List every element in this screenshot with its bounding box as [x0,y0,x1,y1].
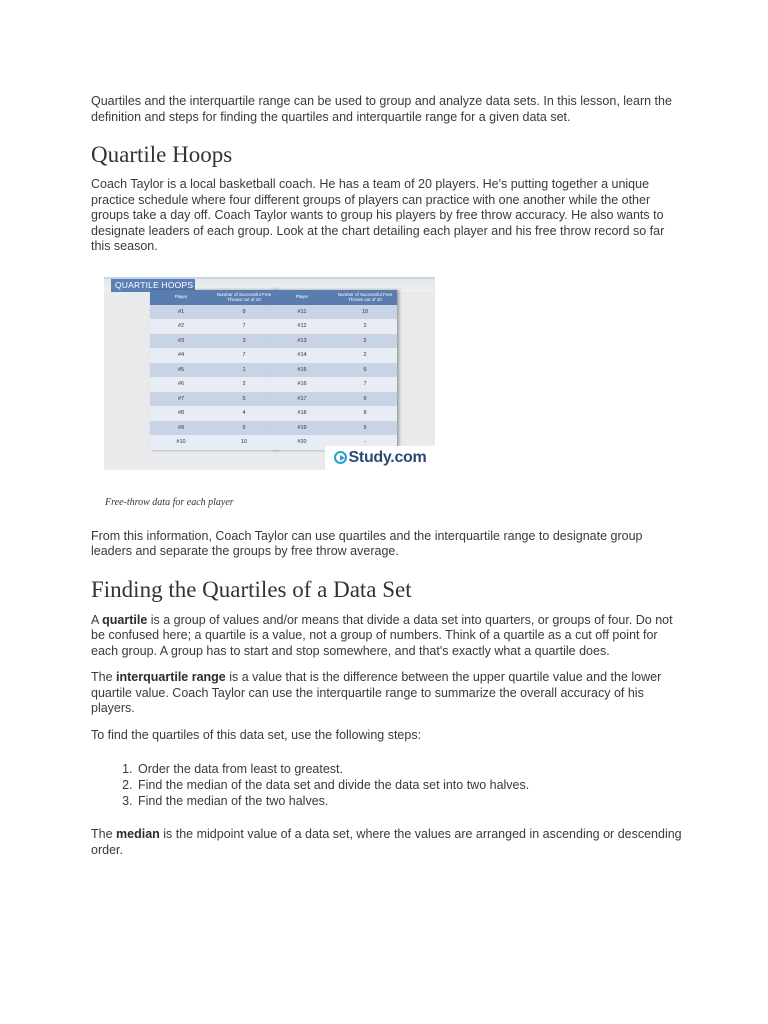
throws-cell: 6 [333,363,397,378]
term-median: median [116,827,160,841]
table-row [271,363,397,378]
throws-cell: 1 [212,363,276,378]
throws-cell: 7 [212,319,276,334]
text-run: The [91,827,117,841]
text-run: is the midpoint value of a data set, where the values are arranged in ascending or descending order. [91,827,682,857]
text-run: is a group of values and/or means that divide a data set into quarters, or groups of four. Do not be confused here; a quartile is a value, not a group of numbers. Think of a quartile as a cut off point for each group. A group has to start and stop somewhere, and that's exactly what a quartile does. [91,612,673,658]
after-figure-paragraph: From this information, Coach Taylor can use quartiles and the interquartile range to designate group leaders and separate the groups by free throw average. [91,528,643,558]
median-definition-paragraph [91,827,685,858]
column-header-player: Player [150,290,212,305]
table-row [271,334,397,349]
free-throw-table-figure [104,277,435,470]
player-cell: #19 [271,421,333,436]
throws-cell: - [333,435,397,450]
article [91,94,685,858]
list-item: 1. Order the data from least to greatest. [136,761,685,777]
free-throw-table-right [271,290,397,450]
player-cell: #10 [150,435,212,450]
throws-cell: 5 [212,421,276,436]
iqr-definition-paragraph [91,670,685,717]
table-row [150,406,276,421]
throws-cell: 7 [333,377,397,392]
player-cell: #12 [271,319,333,334]
coach-paragraph: Coach Taylor is a local basketball coach. He has a team of 20 players. He's putting together a unique practice schedule where four different groups of players can practice with one another while the other groups take a day off. Coach Taylor wants to group his players by free throw accuracy. He also wants to designate leaders of each group. Look at the chart detailing each player and his free throw record so far this season. [91,177,665,253]
throws-cell: 9 [333,392,397,407]
player-cell: #6 [150,377,212,392]
throws-cell: 2 [333,348,397,363]
throws-cell: 8 [333,406,397,421]
text-run: The [91,670,117,684]
throws-cell: 2 [212,377,276,392]
study-com-logo [325,446,435,470]
steps-intro-paragraph: To find the quartiles of this data set, use the following steps: [91,727,422,742]
play-circle-icon [334,451,347,464]
term-interquartile-range: interquartile range [116,670,226,684]
table-row [150,435,276,450]
player-cell: #2 [150,319,212,334]
table-row [271,319,397,334]
table-row [150,319,276,334]
text-run: is a value that is the difference between the upper quartile value and the lower quartile value. Coach Taylor can use the interquartile range to summarize the overall accuracy of his players. [91,670,662,715]
player-cell: #5 [150,363,212,378]
column-header-throws: Number of Successful Free Throws out of 10 [212,290,276,305]
throws-cell: 5 [212,392,276,407]
table-row [271,421,397,436]
player-cell: #7 [150,392,212,407]
throws-cell: 5 [333,421,397,436]
figure-title: QUARTILE HOOPS [111,279,195,292]
list-item: 2. Find the median of the data set and divide the data set into two halves. [136,777,685,793]
column-header-player: Player [271,290,333,305]
column-header-throws: Number of Successful Free Throws out of 10 [333,290,397,305]
throws-cell: 4 [212,406,276,421]
throws-cell: 2 [333,319,397,334]
player-cell: #20 [271,435,333,450]
throws-cell: 10 [333,305,397,320]
list-item: 3. Find the median of the two halves. [136,793,685,809]
text-run: A [91,612,103,627]
table-row [150,334,276,349]
player-cell: #15 [271,363,333,378]
free-throw-table-left [150,290,276,450]
player-cell: #1 [150,305,212,320]
table-row [150,377,276,392]
player-cell: #4 [150,348,212,363]
throws-cell: 3 [212,334,276,349]
logo-text: Study.com [348,448,427,466]
throws-cell: 7 [212,348,276,363]
figure-caption: Free-throw data for each player [105,496,234,508]
table-row [271,392,397,407]
table-row [150,348,276,363]
table-row [150,421,276,436]
table-row [271,406,397,421]
throws-cell: 2 [333,334,397,349]
player-cell: #14 [271,348,333,363]
player-cell: #8 [150,406,212,421]
intro-paragraph: Quartiles and the interquartile range can be used to group and analyze data sets. In this lesson, learn the definition and steps for finding the quartiles and interquartile range for a given data set. [91,94,672,124]
quartile-definition-paragraph [91,613,685,660]
steps-list [91,761,685,809]
table-row [271,305,397,320]
player-cell: #3 [150,334,212,349]
table-row [150,363,276,378]
section-heading-quartile-hoops: Quartile Hoops [91,142,233,167]
player-cell: #13 [271,334,333,349]
player-cell: #18 [271,406,333,421]
player-cell: #11 [271,305,333,320]
term-quartile: quartile [102,612,148,627]
table-row [271,348,397,363]
throws-cell: 9 [212,305,276,320]
player-cell: #17 [271,392,333,407]
player-cell: #16 [271,377,333,392]
section-heading-finding-quartiles: Finding the Quartiles of a Data Set [91,576,412,602]
table-row [271,377,397,392]
table-row [150,392,276,407]
throws-cell: 10 [212,435,276,450]
player-cell: #9 [150,421,212,436]
table-row [150,305,276,320]
